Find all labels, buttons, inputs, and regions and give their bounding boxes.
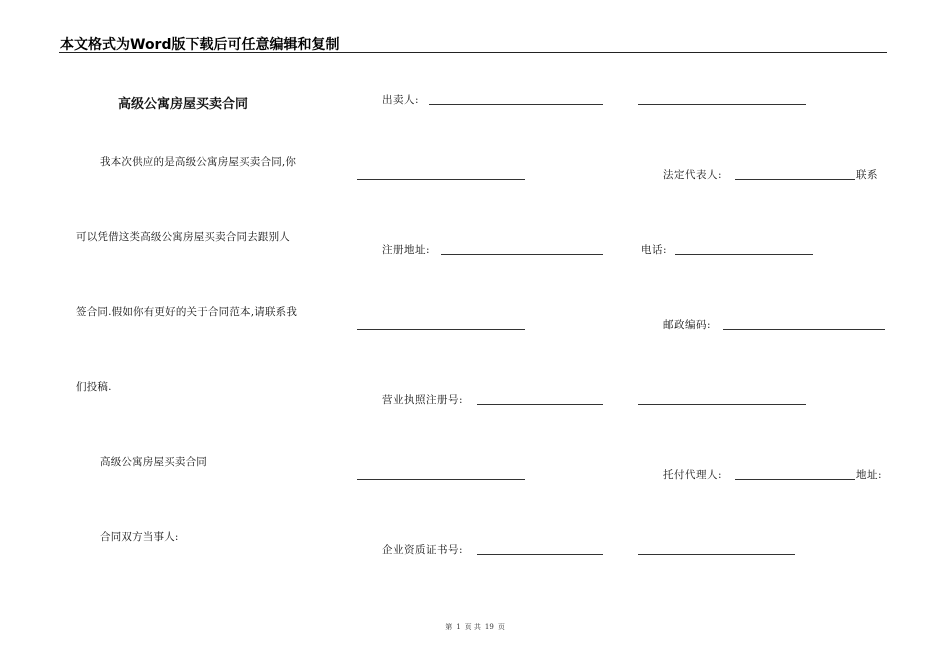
section-subtitle: 高级公寓房屋买卖合同 [100, 456, 207, 468]
paragraph-line-1: 我本次供应的是高级公寓房屋买卖合同,你 [100, 156, 297, 168]
page-total: 19 [484, 623, 494, 631]
qualification-cert-extra-underline [638, 554, 795, 555]
document-title: 高级公寓房屋买卖合同 [118, 97, 249, 112]
paragraph-line-2: 可以凭借这类高级公寓房屋买卖合同去跟别人 [76, 231, 290, 243]
page-number: 1 [456, 623, 461, 631]
agent-label: 托付代理人: [663, 469, 723, 481]
qualification-cert-underline [477, 554, 603, 555]
blank-underline-3 [357, 479, 525, 480]
paragraph-line-3: 签合同.假如你有更好的关于合同范本,请联系我 [76, 306, 298, 318]
business-license-underline [477, 404, 603, 405]
seller-underline [429, 104, 603, 105]
addr-suffix: 地址: [856, 469, 883, 481]
address-underline [441, 254, 603, 255]
legal-rep-label: 法定代表人: [663, 169, 723, 181]
page-prefix: 第 [445, 623, 453, 631]
header-title: 本文格式为Word版下载后可任意编辑和复制 [60, 37, 340, 53]
address-label: 注册地址: [382, 244, 431, 256]
contact-suffix: 联系 [856, 169, 878, 181]
business-license-label: 营业执照注册号: [382, 394, 464, 406]
seller-extra-underline [638, 104, 806, 105]
phone-underline [675, 254, 813, 255]
qualification-cert-label: 企业资质证书号: [382, 544, 464, 556]
page-footer [0, 622, 950, 632]
page-mid: 页 共 [464, 623, 481, 631]
seller-label: 出卖人: [382, 94, 420, 106]
blank-underline-1 [357, 179, 525, 180]
phone-label: 电话: [641, 244, 668, 256]
legal-rep-underline [735, 179, 855, 180]
page-suffix: 页 [497, 623, 505, 631]
agent-underline [735, 479, 855, 480]
business-license-extra-underline [638, 404, 806, 405]
postal-code-label: 邮政编码: [663, 319, 712, 331]
paragraph-line-4: 们投稿. [76, 381, 112, 393]
parties-label: 合同双方当事人: [100, 531, 179, 543]
postal-code-underline [723, 329, 885, 330]
header-divider [59, 52, 887, 53]
blank-underline-2 [357, 329, 525, 330]
